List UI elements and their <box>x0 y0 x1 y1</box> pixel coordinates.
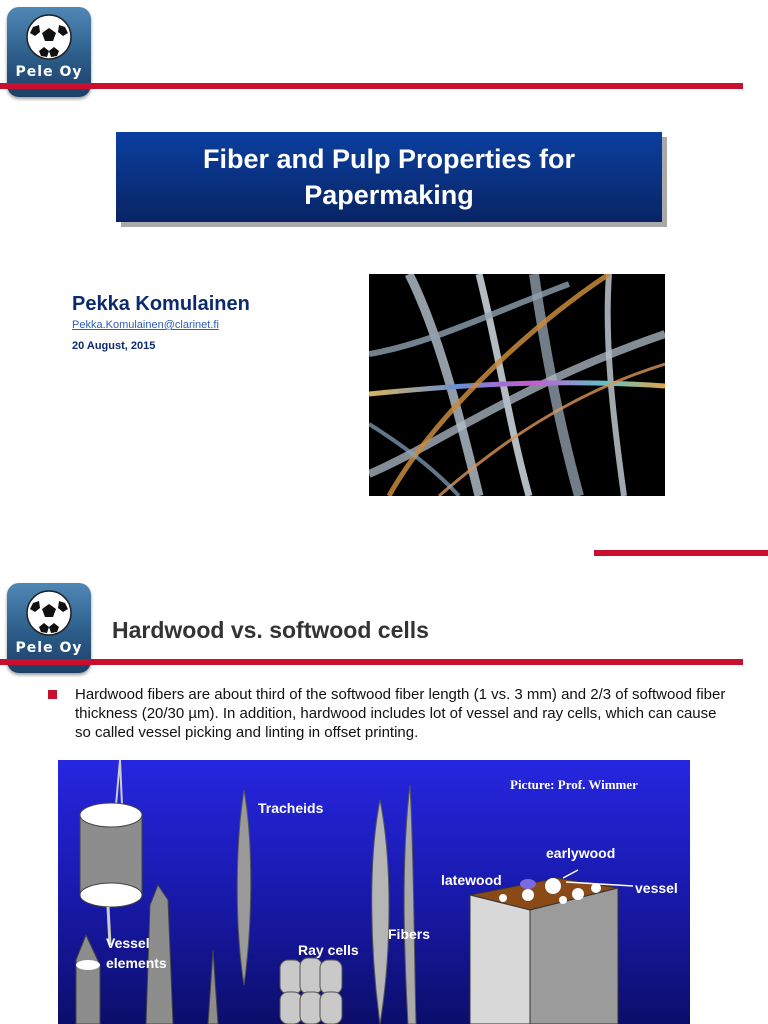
figure-credit: Picture: Prof. Wimmer <box>510 777 638 792</box>
soccer-ball-icon <box>25 589 73 637</box>
logo-text: Pele Oy <box>15 640 83 656</box>
label-tracheids: Tracheids <box>258 800 324 816</box>
label-earlywood: earlywood <box>546 845 616 861</box>
label-latewood: latewood <box>441 872 502 888</box>
logo-text: Pele Oy <box>15 64 83 80</box>
label-ray-cells: Ray cells <box>298 942 359 958</box>
bullet-text: Hardwood fibers are about third of the softwood fiber length (1 vs. 3 mm) and 2/3 of softwood fiber thickness (20/30 µm). In addition, hardwood includes lot of vessel and ray cells, which can cause so called vessel picking and linting in offset printing. <box>75 686 726 741</box>
author-email-link[interactable]: Pekka.Komulainen@clarinet.fi <box>72 319 219 331</box>
soccer-ball-icon <box>25 13 73 61</box>
label-vessel-elements-1: Vessel <box>106 935 150 951</box>
label-vessel: vessel <box>635 880 678 896</box>
label-vessel-elements-2: elements <box>106 955 167 971</box>
author-name: Pekka Komulainen <box>72 293 250 315</box>
fiber-micrograph-image <box>369 274 665 496</box>
label-fibers: Fibers <box>388 926 431 942</box>
wood-cells-figure <box>58 760 690 1024</box>
slide-title: Fiber and Pulp Properties for Papermaking <box>202 144 576 210</box>
slide-title-2: Hardwood vs. softwood cells <box>112 617 429 643</box>
presentation-date: 20 August, 2015 <box>72 340 156 352</box>
header-rule <box>0 83 743 89</box>
header-rule-2 <box>0 659 743 665</box>
slide-divider-rule <box>594 550 768 556</box>
title-banner <box>116 132 662 222</box>
bullet-marker <box>48 690 57 699</box>
